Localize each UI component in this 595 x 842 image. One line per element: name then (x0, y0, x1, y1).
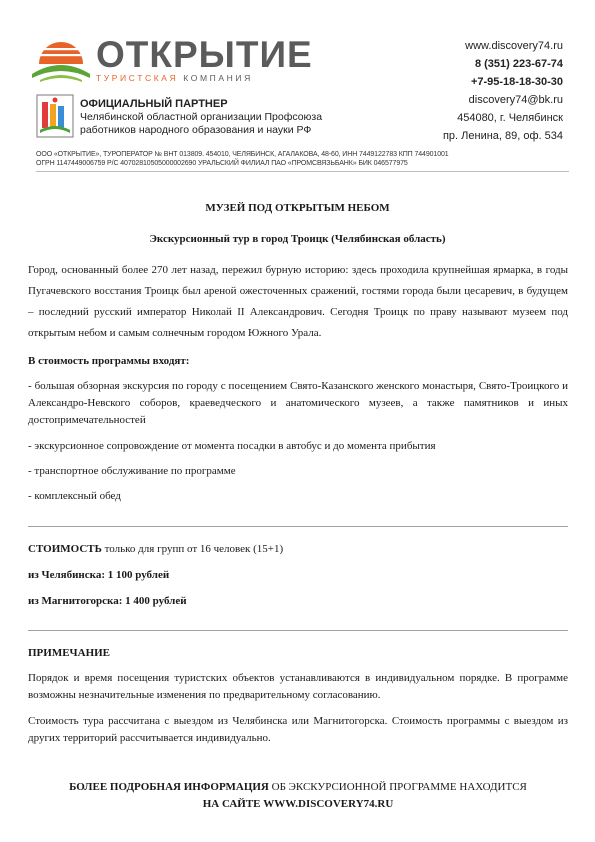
site-link[interactable]: www.discovery74.ru (465, 40, 563, 52)
city-line: 454080, г. Челябинск (457, 112, 563, 124)
partner-description: Челябинской областной организации Профсоюза работников народного образования и науки РФ (80, 111, 323, 136)
note-heading: ПРИМЕЧАНИЕ (28, 647, 111, 659)
footer-site: НА САЙТЕ WWW.DISCOVERY74.RU (202, 798, 394, 810)
company-logo (30, 34, 330, 84)
included-item: - транспортное обслуживание по программе (28, 465, 236, 477)
address-line: пр. Ленина, 89, оф. 534 (442, 130, 563, 142)
email-link[interactable]: discovery74@bk.ru (468, 94, 563, 106)
price-line: СТОИМОСТЬ только для групп от 16 человек (15+1) (28, 543, 284, 555)
union-logo-icon (36, 94, 74, 138)
price-magnitogorsk: из Магнитогорска: 1 400 рублей (28, 595, 187, 607)
partner-block (36, 94, 346, 140)
included-item: - большая обзорная экскурсия по городу с посещением Свято-Казанского женского монастыря, Свято-Троицкого и Александро-Невского соборов, краеведческого и анатомического музеев, а также памятников и иных достопримечательностей (28, 380, 568, 426)
included-item: - комплексный обед (28, 490, 121, 502)
document-subtitle: Экскурсионный тур в город Троицк (Челябинская область) (149, 233, 446, 245)
intro-paragraph: Город, основанный более 270 лет назад, пережил бурную историю: здесь проходила крупнейшая ярмарка, в годы Пугачевского восстания Троицк был ареной ожесточенных сражений, гостями города были цесаревич, в будущем – последний русский император Николай II Александрович. Сегодня Троицк по праву называют музеем под открытым небом и самым солнечным городом Южного Урала. (28, 264, 568, 339)
document-title: МУЗЕЙ ПОД ОТКРЫТЫМ НЕБОМ (205, 202, 390, 214)
section-divider (28, 526, 568, 527)
partner-title: ОФИЦИАЛЬНЫЙ ПАРТНЕР (80, 98, 228, 110)
contacts-block (443, 37, 563, 145)
sunrise-logo-icon (30, 34, 92, 84)
header-divider (36, 171, 569, 172)
brand-name: ОТКРЫТИЕ (96, 34, 313, 75)
registration-details: ООО «ОТКРЫТИЕ», ТУРОПЕРАТОР № ВНТ 013809. 454010, ЧЕЛЯБИНСК, АГАЛАКОВА, 48-60, ИНН 7449122783 КПП 744901001 ОГРН 1147449006759 Р/С 40702810505000002690 УРАЛЬСКИЙ ФИЛИАЛ ПАО «ПРОМСВЯЗЬБАНК» БИК 046577975 (36, 151, 449, 167)
section-divider (28, 630, 568, 631)
note-paragraph-2: Стоимость тура рассчитана с выездом из Челябинска или Магнитогорска. Стоимость программы с выездом из других территорий рассчитывается индивидуально. (28, 715, 568, 744)
included-heading: В стоимость программы входят: (28, 355, 190, 367)
price-chelyabinsk: из Челябинска: 1 100 рублей (28, 569, 170, 581)
brand-tagline: ТУРИСТСКАЯ КОМПАНИЯ (96, 73, 253, 83)
included-item: - экскурсионное сопровождение от момента посадки в автобус и до момента прибытия (28, 440, 436, 452)
note-paragraph-1: Порядок и время посещения туристских объектов устанавливаются в индивидуальном порядке. В программе возможны незначительные изменения по предварительному согласованию. (28, 672, 568, 701)
phone-1[interactable]: 8 (351) 223-67-74 (474, 58, 563, 70)
footer-info: БОЛЕЕ ПОДРОБНАЯ ИНФОРМАЦИЯ ОБ ЭКСКУРСИОННОЙ ПРОГРАММЕ НАХОДИТСЯ НА САЙТЕ WWW.DISCOVERY74.RU (28, 779, 568, 813)
phone-2[interactable]: +7-95-18-18-30-30 (470, 76, 563, 88)
